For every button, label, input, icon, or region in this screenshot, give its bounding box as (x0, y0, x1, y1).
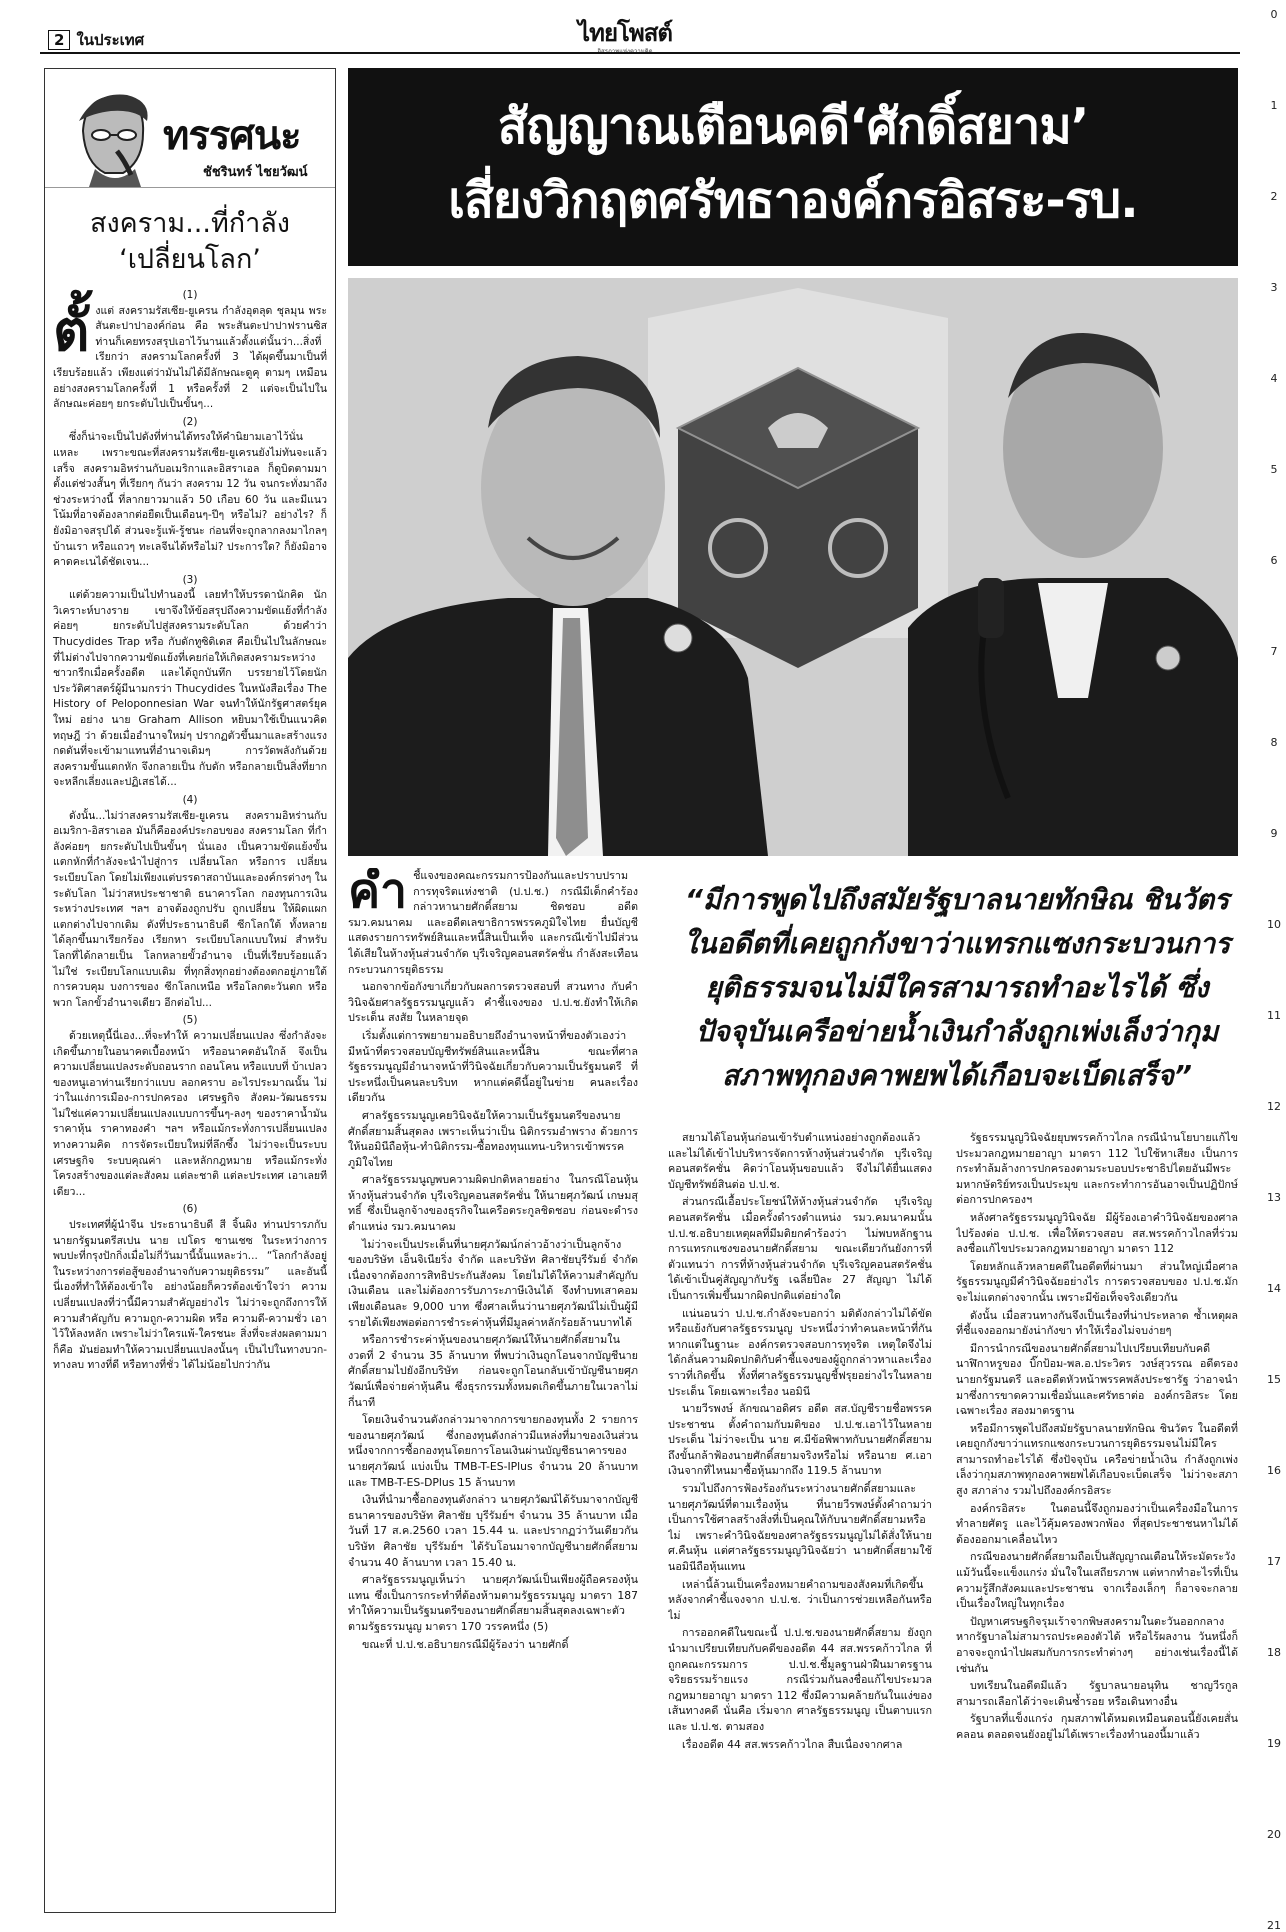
party-emblem-icon (648, 288, 948, 668)
header-rule (40, 52, 1240, 54)
article-paragraph: โดยเงินจำนวนดังกล่าวมาจากการขายกองทุนทั้ง 2 รายการของนายศุภวัฒน์ ซึ่งกองทุนดังกล่าวมีแหล่งที่มาของเงินส่วนหนึ่งจากการซื้อกองทุนโดยการโอนเงินผ่านบัญชีธนาคารของนายศุภวัฒน์ แบ่งเป็น TMB-T-ES-IPlus จำนวน 20 ล้านบาท และ TMB-T-ES-DPlus 15 ล้านบาท (348, 1413, 638, 1489)
column-paragraph-text: ดังนั้น...ไม่ว่าสงครามรัสเซีย-ยูเครน สงครามอิหร่านกับอเมริกา-อิสราเอล มันก็คือองค์ประกอบของ สงครามโลก ที่กำลังค่อยๆ ยกระดับไปเป็นขั้นๆ นั่นเอง เป็นความขัดแย้งขั้นแตกหักที่กำลังจะนำไปสู่การ เปลี่ยนโลก หรือการ เปลี่ยนระเบียบโลก โดยไม่เพียงแต่บรรดาสถาบันและองค์กรต่างๆ ในระดับโลก ไม่ว่าสหประชาชาติ ธนาคารโลก กองทุนการเงินระหว่างประเทศ ฯลฯ อาจต้องถูกปรับ ถูกเปลี่ยน ให้ผิดแผก แตกต่างไปจากเดิม ดังที่ประธานาธิบดี ซีกโลกใต้ ทั้งหลาย ได้ลุกขึ้นมาเรียกร้อง เรียกหา ระเบียบโลกแบบใหม่ สำหรับโลกที่ได้กลายเป็น โลกหลายขั้วอำนาจ เป็นที่เรียบร้อยแล้ว ไม่ใช่ ระเบียบโลกแบบเดิม ที่ทุกสิ่งทุกอย่างต้องตกอยู่ภายใต้การควบคุม บงการของ ซีกโลกเหนือ หรือโลกตะวันตก หรือพวก โลกขั้วอำนาจเดียว อีกต่อไป... (53, 809, 327, 1009)
article-paragraph: เรื่องอดีต 44 สส.พรรคก้าวไกล สืบเนื่องจากศาล (682, 1737, 903, 1751)
column-dropcap: ตั้ (53, 298, 90, 364)
ruler-number: 0 (1270, 8, 1278, 21)
column-headline (53, 206, 327, 278)
article-paragraph: หลังศาลรัฐธรรมนูญวินิจฉัย มีผู้ร้องเอาคำวินิจฉัยของศาลไปร้องต่อ ป.ป.ช. เพื่อให้ตรวจสอบ สส.พรรคก้าวไกลที่ร่วมลงชื่อแก้ไขประมวลกฎหมายอาญา มาตรา 112 (956, 1210, 1238, 1256)
article-paragraph: ปัญหาเศรษฐกิจรุมเร้าจากพิษสงครามในตะวันออกกลาง หากรัฐบาลไม่สามารถประคองตัวได้ หรือไร้ผลงาน วันหนึ่งก็อาจจะถูกนำไปผสมกับการกระทำต่างๆ อย่างเช่นเรื่องนี้ได้เช่นกัน (956, 1614, 1238, 1675)
ruler-number: 20 (1267, 1828, 1281, 1841)
article-dropcap: คำ (348, 868, 408, 919)
article-paragraph: แน่นอนว่า ป.ป.ช.กำลังจะบอกว่า มติดังกล่าวไม่ได้ขัดหรือแย้งกับศาลรัฐธรรมนูญ ประหนึ่งว่าทำคนละหน้าที่กัน หากแต่ในฐานะ องค์กรตรวจสอบการทุจริต เหตุใดจึงไม่ได้กลั่นความผิดปกติกับคำชี้แจงของผู้ถูกกล่าวหาและเรื่องราวที่เกิดขึ้น ทั้งที่ศาลรัฐธรรมนูญชี้ฟรุยอย่างไรในหลายประเด็น โดยเฉพาะเรื่อง นอมินี (668, 1306, 932, 1398)
column-body (45, 288, 335, 1374)
article-paragraph: ส่วนกรณีเอื้อประโยชน์ให้ห้างหุ้นส่วนจำกัด บุรีเจริญคอนสตรัคชั่น เมื่อครั้งดำรงตำแหน่ง รมว.คมนาคมนั้น ป.ป.ช.อธิบายเหตุผลที่มีมติยกคำร้องว่า ไม่พบหลักฐานการแทรกแซงของนายศักดิ์สยาม ขณะเดียวกันยังการที่ตัวแทนว่า การที่ห้างหุ้นส่วนจำกัด บุรีเจริญคอนสตรัคชั่น ได้เข้าเป็นคู่สัญญากับรัฐ เฉลี่ยปีละ 27 สัญญา ไม่ได้เป็นการเพิ่มขึ้นมากผิดปกติแต่อย่างใด (668, 1195, 932, 1302)
column-author: ชัชรินทร์ ไชยวัฒน์ (203, 165, 308, 180)
article-paragraph: โดยหลักแล้วหลายคดีในอดีตที่ผ่านมา ส่วนใหญ่เมื่อศาลรัฐธรรมนูญมีคำวินิจฉัยอย่างไร การตรวจสอบของ ป.ป.ช.มักจะไม่แตกต่างจากนั้น เพราะมีข้อเท็จจริงเดียวกัน (956, 1259, 1238, 1304)
masthead (560, 20, 690, 56)
column-paragraph-text: ด้วยเหตุนี้นี่เอง...ที่จะทำให้ ความเปลี่ยนแปลง ซึ่งกำลังจะเกิดขึ้นภายในอนาคตเบื้องหน้า หรืออนาคตอันใกล้ จึงเป็นความเปลี่ยนแปลงระดับถอนราก ถอนโคน หรือแบบที่ บ้าเปลว ของหนูเอาท่านเรียกว่าแบบ ลอกคราบ อะไรประมาณนั้น ไม่ว่าในแง่การเมือง-การปกครอง เศรษฐกิจ สังคม-วัฒนธรรม ไม่ใช่แค่ความเปลี่ยนแปลงแบบการขึ้นๆ-ลงๆ ของราคาน้ำมัน ราคาหุ้น ราคาทองคำ ฯลฯ หรือแม้กระทั่งการเปลี่ยนแปลงทางความคิด การจัดระเบียบใหม่ที่ลึกซึ้ง ไม่ว่าจะเป็นระบบเศรษฐกิจ ระบบคุณค่า และหลักกฎหมาย หรือแม้กระทั่งโครงสร้างของแต่ละสังคม แต่ละชาติ แต่ละประเทศ เอาเลยทีเดียว... (53, 1029, 327, 1198)
ruler-number: 13 (1267, 1191, 1281, 1204)
page-number: 2 (48, 30, 70, 50)
columnist-portrait-icon (65, 91, 157, 187)
article-paragraph: ชี้แจงของคณะกรรมการป้องกันและปราบปรามการทุจริตแห่งชาติ (ป.ป.ช.) กรณีมีเด็กคำร้องกล่าวหานายศักดิ์สยาม ชิดชอบ อดีต รมว.คมนาคม และอดีตเลขาธิการพรรคภูมิใจไทย ยื่นบัญชีแสดงรายการทรัพย์สินและหนี้สินเป็นเท็จ และกรณีเข้าไปมีส่วนได้เสียในห้างหุ้นส่วนจำกัด บุรีเจริญคอนสตรัคชั่น กำลังสะเทือนกระบวนการยุติธรรม (348, 869, 638, 976)
main-headline (348, 68, 1238, 266)
news-photo (348, 278, 1238, 856)
section-number: (3) (182, 573, 198, 586)
ruler-number: 8 (1270, 736, 1278, 749)
ruler-number: 18 (1267, 1646, 1281, 1659)
masthead-logo: ไทยโพสต์ (578, 18, 672, 47)
article-paragraph: ไม่ว่าจะเป็นประเด็นที่นายศุภวัฒน์กล่าวอ้างว่าเป็นลูกจ้างของบริษัท เอ็นจิเนียริ่ง จำกัด และบริษัท ศิลาชัยบุรีรัมย์ จำกัด เนื่องจากต้องการสิทธิประกันสังคม โดยไม่ได้ให้ความสำคัญกับเงินเดือน และไม่ต้องการรับภาระภาษีเงินได้ จึงทำบทเสาคอมเพียงเดือนละ 9,000 บาท ซึ่งศาลเห็นว่านายศุภวัฒน์ไม่เป็นผู้มีรายได้เพียงพอต่อการชำระค่าหุ้นที่มีมูลค่าหลักร้อยล้านบาทได้ (348, 1237, 638, 1329)
page-header (48, 28, 144, 52)
news-photo-image (348, 278, 1238, 856)
column-paragraph (53, 588, 327, 791)
article-paragraph: รวมไปถึงการฟ้องร้องกันระหว่างนายศักดิ์สยามและนายศุภวัฒน์ที่ตามเรื่องหุ้น ที่นายวีรพงษ์ตั้งคำถามว่า เป็นการใช้ศาลสร้างสิ่งที่เป็นคุณให้กับนายศักดิ์สยามหรือไม่ เพราะคำวินิจฉัยของศาลรัฐธรรมนูญไม่ได้สั่งให้นาย ศ.คืนหุ้น แต่ศาลรัฐธรรมนูญวินิจฉัยว่า นายศักดิ์สยามใช้นอมินีถือหุ้นแทน (668, 1482, 932, 1574)
ruler-number: 7 (1270, 645, 1278, 658)
ruler-number: 6 (1270, 554, 1278, 567)
column-paragraph (53, 1029, 327, 1201)
column-paragraph (53, 1218, 327, 1374)
ruler-number: 5 (1270, 463, 1278, 476)
main-headline-line1: สัญญาณเตือนคดี‘ศักดิ์สยาม’ (497, 98, 1089, 155)
article-paragraph: กรณีของนายศักดิ์สยามถือเป็นสัญญาณเตือนให้ระมัดระวัง แม้วันนี้จะแข็งแกร่ง มั่นใจในเสถียรภาพ แต่หากทำอะไรที่เป็นความรู้สึกสังคมและประชาชน จากเรื่องเล็กๆ ก็อาจจะกลายเป็นเรื่องใหญ่ในทุกเรื่อง (956, 1550, 1238, 1611)
ruler-number: 14 (1267, 1282, 1281, 1295)
column-paragraph-text: ซึ่งก็น่าจะเป็นไปดังที่ท่านได้ทรงให้คำนิยามเอาไว้นั่นแหละ เพราะขณะที่สงครามรัสเซีย-ยูเครนยังไม่ทันจะแล้วเสร็จ สงครามอิหร่านกับอเมริกาและอิสราเอล ก็ดูบิดตามมา ตั้งแต่ช่วงสั้นๆ ที่เรียกๆ กันว่า สงคราม 12 วัน จนกระทั่งมาถึงช่วงระหว่างนี้ ที่ลากยาวมาแล้ว 50 เกือบ 60 วัน และมีแนวโน้มที่อาจต้องลากต่อยืดเป็นเดือนๆ-ปีๆ หรือไม่? อย่างไร? ก็ยังมิอาจสรุปได้ ส่วนจะรู้แพ้-รู้ชนะ ก่อนที่จะถูกลากลงมาไกลๆ บ้านเรา หรือแถวๆ ทะเลจีนได้หรือไม่? ประการใด? ก็ยังมิอาจคาดคะเนได้ชัดเจน... (53, 431, 327, 569)
column-paragraph-text: ประเทศที่ผู้นำจีน ประธานาธิบดี สี จิ้นผิง ท่านปรารภกับนายกรัฐมนตรีสเปน นาย เปโดร ซานเชซ ในระหว่างการพบปะที่กรุงปักกิ่งเมื่อไม่กี่วันมานี้นั้นแหละว่า... “โลกกำลังอยู่ในระหว่างการต่อสู้ของอำนาจกับความยุติธรรม” และอันนี้นี่เองที่ทำให้ต้องเข้าใจ อย่างน้อยก็ควรต้องเข้าใจว่า ความเปลี่ยนแปลงที่ว่านี้มีความสำคัญอย่างไร ไม่ว่าจะถูกถึงการให้ความสำคัญกับ ความถูก-ความผิด หรือ ความดี-ความชั่ว เอาไว้ให้ลงหลัก เพราะไม่ว่าใครแพ้-ใครชนะ สิ่งที่จะส่งผลตามมาก็คือ มันย่อมทำให้ความเปลี่ยนแปลงนั้นๆ เป็นไปในทางบวก-ทางลบ ทางที่ดี หรือทางที่ชั่ว ได้ไม่น้อยไปกว่ากัน (53, 1219, 327, 1372)
ruler-number: 10 (1267, 918, 1281, 931)
column-headline-line1: สงคราม...ที่กำลัง (90, 208, 290, 239)
ruler-number: 1 (1270, 99, 1278, 112)
section-name: ในประเทศ (76, 31, 145, 49)
article-column-1 (348, 868, 638, 1914)
column-paragraph-text: แต่ด้วยความเป็นไปทำนองนี้ เลยทำให้บรรดานักคิด นักวิเคราะห์บางราย เขาจึงให้ข้อสรุปถึงความขัดแย้งที่กำลังค่อยๆ ยกระดับไปสู่สงครามระดับโลก ด้วยคำว่า Thucydides Trap หรือ กับดักทูซิดิเดส คือเป็นไปในลักษณะที่ไม่ต่างไปจากความขัดแย้งที่เคยก่อให้เกิดสงครามระหว่างชาวกรีกเมื่อครั้งอดีต และได้ถูกบันทึก บรรยายไว้โดยนักประวัติศาสตร์ผู้มีนามกรว่า Thucydides ในหนังสือเรื่อง The History of Peloponnesian War จนทำให้นักรัฐศาสตร์ยุคใหม่ อย่าง นาย Graham Allison หยิบมาใช้เป็นแนวคิด ทฤษฎี ว่า ด้วยเมื่ออำนาจใหม่ๆ ปรากฏตัวขึ้นมาและสร้างแรงกดดันที่จะเข้ามาแทนที่อำนาจเดิมๆ การวัดพลังกันด้วย สงครามขั้นแตกหัก จึงกลายเป็น กับดัก หรือกลายเป็นสิ่งที่ยากจะหลีกเลี่ยงและปฏิเสธได้... (53, 589, 327, 789)
article-paragraph: องค์กรอิสระ ในตอนนี้จึงถูกมองว่าเป็นเครื่องมือในการทำลายศัตรู และไว้คุ้มครองพวกพ้อง ที่สุดประชาชนหาไม่ได้ ต้องออกมาเคลื่อนไหว (956, 1501, 1238, 1546)
column-paragraph (53, 430, 327, 570)
ruler-number: 12 (1267, 1100, 1281, 1113)
section-number: (1) (182, 289, 198, 301)
ruler-number: 11 (1267, 1009, 1281, 1022)
ruler-number: 9 (1270, 827, 1278, 840)
article-paragraph: ขณะที่ ป.ป.ช.อธิบายกรณีมีผู้ร้องว่า นายศักดิ์ (362, 1637, 569, 1651)
article-paragraph: ดังนั้น เมื่อสวนทางกันจึงเป็นเรื่องที่น่าประหลาด ซ้ำเหตุผลที่ชี้แจงออกมายังน่ากังขา ทำให้เรื่องไม่จบง่ายๆ (956, 1308, 1238, 1338)
pull-quote: “มีการพูดไปถึงสมัยรัฐบาลนายทักษิณ ชินวัตร ในอดีตที่เคยถูกกังขาว่าแทรกแซงกระบวนการยุติธรรมจนไม่มีใครสามารถทำอะไรได้ ซึ่งปัจจุบันเครือข่ายน้ำเงินกำลังถูกเพ่งเล็งว่ากุมสภาพทุกองคาพยพได้เกือบจะเบ็ดเสร็จ” (683, 883, 1231, 1092)
column-paragraph (53, 298, 327, 413)
article-paragraph: หรือการชำระค่าหุ้นของนายศุภวัฒน์ให้นายศักดิ์สยามในงวดที่ 2 จำนวน 35 ล้านบาท ที่พบว่าเงินถูกโอนจากบัญชีนายศักดิ์สยามไปยังอีกบริษัท ก่อนจะถูกโอนกลับเข้าบัญชีนายศุภวัฒน์เพื่อจ่ายค่าหุ้นคืน ซึ่งธุรกรรมทั้งหมดเกิดขึ้นภายในเวลาไม่กี่นาที (348, 1333, 638, 1409)
article-paragraph: มีการนำกรณีของนายศักดิ์สยามไปเปรียบเทียบกับคดีนาฬิกาหรูของ บิ๊กป้อม-พล.อ.ประวิตร วงษ์สุวรรณ อดีตรองนายกรัฐมนตรี และอดีตหัวหน้าพรรคพลังประชารัฐ ว่าอาจนำมาซึ่งการขาดความเชื่อมั่นและศรัทธาต่อ องค์กรอิสระ โดยเฉพาะเรื่อง สองมาตรฐาน (956, 1341, 1238, 1418)
ruler-number: 2 (1270, 190, 1278, 203)
article-paragraph: รัฐบาลที่แข็งแกร่ง กุมสภาพได้หมดเหมือนตอนนี้ยังเคยสั่นคลอน ตลอดจนยังอยู่ไม่ได้เพราะเรื่องทำนองนี้มาแล้ว (956, 1712, 1238, 1741)
article-paragraph: เงินที่นำมาซื้อกองทุนดังกล่าว นายศุภวัฒน์ได้รับมาจากบัญชีธนาคารของบริษัท ศิลาชัย บุรีรัมย์ฯ จำนวน 35 ล้านบาท เมื่อวันที่ 17 ส.ค.2560 เวลา 15.44 น. และปรากฏว่าวันเดียวกัน บริษัท ศิลาชัย บุรีรัมย์ฯ ได้รับโอนมาจากบัญชีนายศักดิ์สยาม จำนวน 40 ล้านบาท เวลา 15.40 น. (348, 1493, 638, 1569)
ruler-number: 16 (1267, 1464, 1281, 1477)
section-number: (2) (182, 415, 198, 428)
main-headline-line2: เสี่ยงวิกฤตศรัทธาองค์กรอิสระ-รบ. (448, 172, 1138, 229)
page-ruler (1262, 0, 1286, 1932)
section-number: (6) (182, 1203, 198, 1216)
article-paragraph: เหล่านี้ล้วนเป็นเครื่องหมายคำถามของสังคมที่เกิดขึ้นหลังจากคำชี้แจงจาก ป.ป.ช. ว่าเป็นการช่วยเหลือกันหรือไม่ (668, 1577, 932, 1622)
article-paragraph: ศาลรัฐธรรมนูญพบความผิดปกติหลายอย่าง ในกรณีโอนหุ้นห้างหุ้นส่วนจำกัด บุรีเจริญคอนสตรัคชั่น ให้นายศุภวัฒน์ เกษมสุทธิ์ ซึ่งเป็นลูกจ้างของธุรกิจในเครือตระกูลชิดชอบ ก่อนจะดำรงตำแหน่ง รมว.คมนาคม (348, 1173, 638, 1234)
article-paragraph: สยามได้โอนหุ้นก่อนเข้ารับตำแหน่งอย่างถูกต้องแล้ว และไม่ได้เข้าไปบริหารจัดการห้างหุ้นส่วนจำกัด บุรีเจริญคอนสตรัคชั่น คิดว่าโอนหุ้นขอบแล้ว จึงไม่ได้ยื่นแสดงบัญชีทรัพย์สินต่อ ป.ป.ช. (668, 1131, 932, 1191)
section-number: (4) (182, 794, 198, 806)
section-number: (5) (182, 1014, 198, 1027)
column-title: ทรรศนะ (163, 113, 301, 159)
column-paragraph (53, 809, 327, 1012)
article-paragraph: นอกจากข้อกังขาเกี่ยวกับผลการตรวจสอบที่ สวนทาง กับคำวินิจฉัยศาลรัฐธรรมนูญแล้ว คำชี้แจงของ ป.ป.ช.ยังทำให้เกิดประเด็น สงสัย ในหลายจุด (348, 980, 638, 1025)
ruler-number: 17 (1267, 1555, 1281, 1568)
article-paragraph: การออกคดีในขณะนี้ ป.ป.ช.ของนายศักดิ์สยาม ยังถูกนำมาเปรียบเทียบกับคดีของอดีต 44 สส.พรรคก้าวไกล ที่ถูกคณะกรรมการ ป.ป.ช.ชี้มูลฐานฝ่าฝืนมาตรฐานจริยธรรมร้ายแรง กรณีร่วมกันลงชื่อแก้ไขประมวลกฎหมายอาญา มาตรา 112 ซึ่งมีความคล้ายกันในแง่ของเส้นทางคดี นั่นคือ เริ่มจาก ศาลรัฐธรรมนูญ เป็นตาบแรก และ ป.ป.ช. ตามสอง (668, 1626, 932, 1733)
article-column-3 (956, 1130, 1238, 1914)
column-headline-line2: ‘เปลี่ยนโลก’ (119, 244, 261, 275)
article-paragraph: บทเรียนในอดีตมีแล้ว รัฐบาลนายอนุทิน ชาญวีรกูล สามารถเลือกได้ว่าจะเดินซ้ำรอย หรือเดินทางอื่น (956, 1679, 1238, 1708)
ruler-number: 21 (1267, 1919, 1281, 1932)
ruler-number: 3 (1270, 281, 1278, 294)
article-paragraph: ศาลรัฐธรรมนูญเคยวินิจฉัยให้ความเป็นรัฐมนตรีของนายศักดิ์สยามสิ้นสุดลง เพราะเห็นว่าเป็น นิติกรรมอำพราง ด้วยการให้นอมินีถือหุ้น-ทำนิติกรรม-ซื้อทองทุนแทน-บริหารเข้าพรรคภูมิใจไทย (348, 1108, 638, 1169)
article-paragraph: รัฐธรรมนูญวินิจฉัยยุบพรรคก้าวไกล กรณีนำนโยบายแก้ไขประมวลกฎหมายอาญา มาตรา 112 ไปใช้หาเสียง เป็นการกระทำล้มล้างการปกครองตามระบอบประชาธิปไตยอันมีพระมหากษัตริย์ทรงเป็นประมุข และกระทำการอันอาจเป็นปฏิปักษ์ต่อการปกครองฯ (956, 1131, 1238, 1207)
ruler-number: 19 (1267, 1737, 1281, 1750)
article-paragraph: ศาลรัฐธรรมนูญเห็นว่า นายศุภวัฒน์เป็นเพียงผู้ถือครองหุ้นแทน ซึ่งเป็นการกระทำที่ต้องห้ามตามรัฐธรรมนูญ มาตรา 187 ทำให้ความเป็นรัฐมนตรีของนายศักดิ์สยามสิ้นสุดลงเฉพาะตัว ตามรัฐธรรมนูญ มาตรา 170 วรรคหนึ่ง (5) (348, 1573, 638, 1633)
ruler-number: 4 (1270, 372, 1278, 385)
article-paragraph: นายวีรพงษ์ ลักขณาอดิศร อดีต สส.บัญชีรายชื่อพรรคประชาชน ตั้งคำถามกับมติของ ป.ป.ช.เอาไว้ในหลายประเด็น ไม่ว่าจะเป็น นาย ศ.มีข้อพิพาทกับนายศักดิ์สยามถึงขั้นกล้าฟ้องนายศักดิ์สยามจริงหรือไม่ หรือนาย ศ.เอาเงินจากที่ไหนมาซื้อหุ้นมากถึง 119.5 ล้านบาท (668, 1402, 932, 1478)
masthead-tagline (560, 46, 690, 56)
column-paragraph-text: งแต่ สงครามรัสเซีย-ยูเครน กำลังอุตลุด ชุลมุน พระสันตะปาปาองค์ก่อน คือ พระสันตะปาปาฟรานซิส ท่านก็เคยทรงสรุปเอาไว้นานแล้วตั้งแต่นั้นว่า...สิ่งที่เรียกว่า สงครามโลกครั้งที่ 3 ได้ผุดขึ้นมาเป็นที่เรียบร้อยแล้ว เพียงแต่ว่ามันไม่ได้มีลักษณะดูคุ ตามๆ เหมือนอย่างสงครามโลกครั้งที่ 1 หรือครั้งที่ 2 แต่จะเป็นไปในลักษณะค่อยๆ ยกระดับไปเป็นขั้นๆ... (53, 304, 327, 411)
opinion-column (44, 68, 336, 1913)
column-header (45, 69, 335, 188)
article-column-2 (668, 1130, 932, 1914)
ruler-number: 15 (1267, 1373, 1281, 1386)
article-paragraph: หรือมีการพูดไปถึงสมัยรัฐบาลนายทักษิณ ชินวัตร ในอดีตที่เคยถูกกังขาว่าแทรกแซงกระบวนการยุติธรรมจนไม่มีใครสามารถทำอะไรได้ ซึ่งปัจจุบัน เครือข่ายน้ำเงิน กำลังถูกเพ่งเล็งว่ากุมสภาพทุกองคาพยพได้เกือบจะเบ็ดเสร็จ ไม่ว่าจะสภาสูง สภาล่าง รวมไปถึงองค์กรอิสระ (956, 1421, 1238, 1498)
article-paragraph: เริ่มตั้งแต่การพยายามอธิบายถึงอำนาจหน้าที่ของตัวเองว่า มีหน้าที่ตรวจสอบบัญชีทรัพย์สินและหนี้สิน ขณะที่ศาลรัฐธรรมนูญมีอำนาจหน้าที่วินิจฉัยเกี่ยวกับความเป็นรัฐมนตรี ที่ประหนึ่งเป็นคนละบริบท หากแต่คดีนี้อยู่ในข่าย คนละเรื่องเดียวกัน (348, 1028, 638, 1105)
